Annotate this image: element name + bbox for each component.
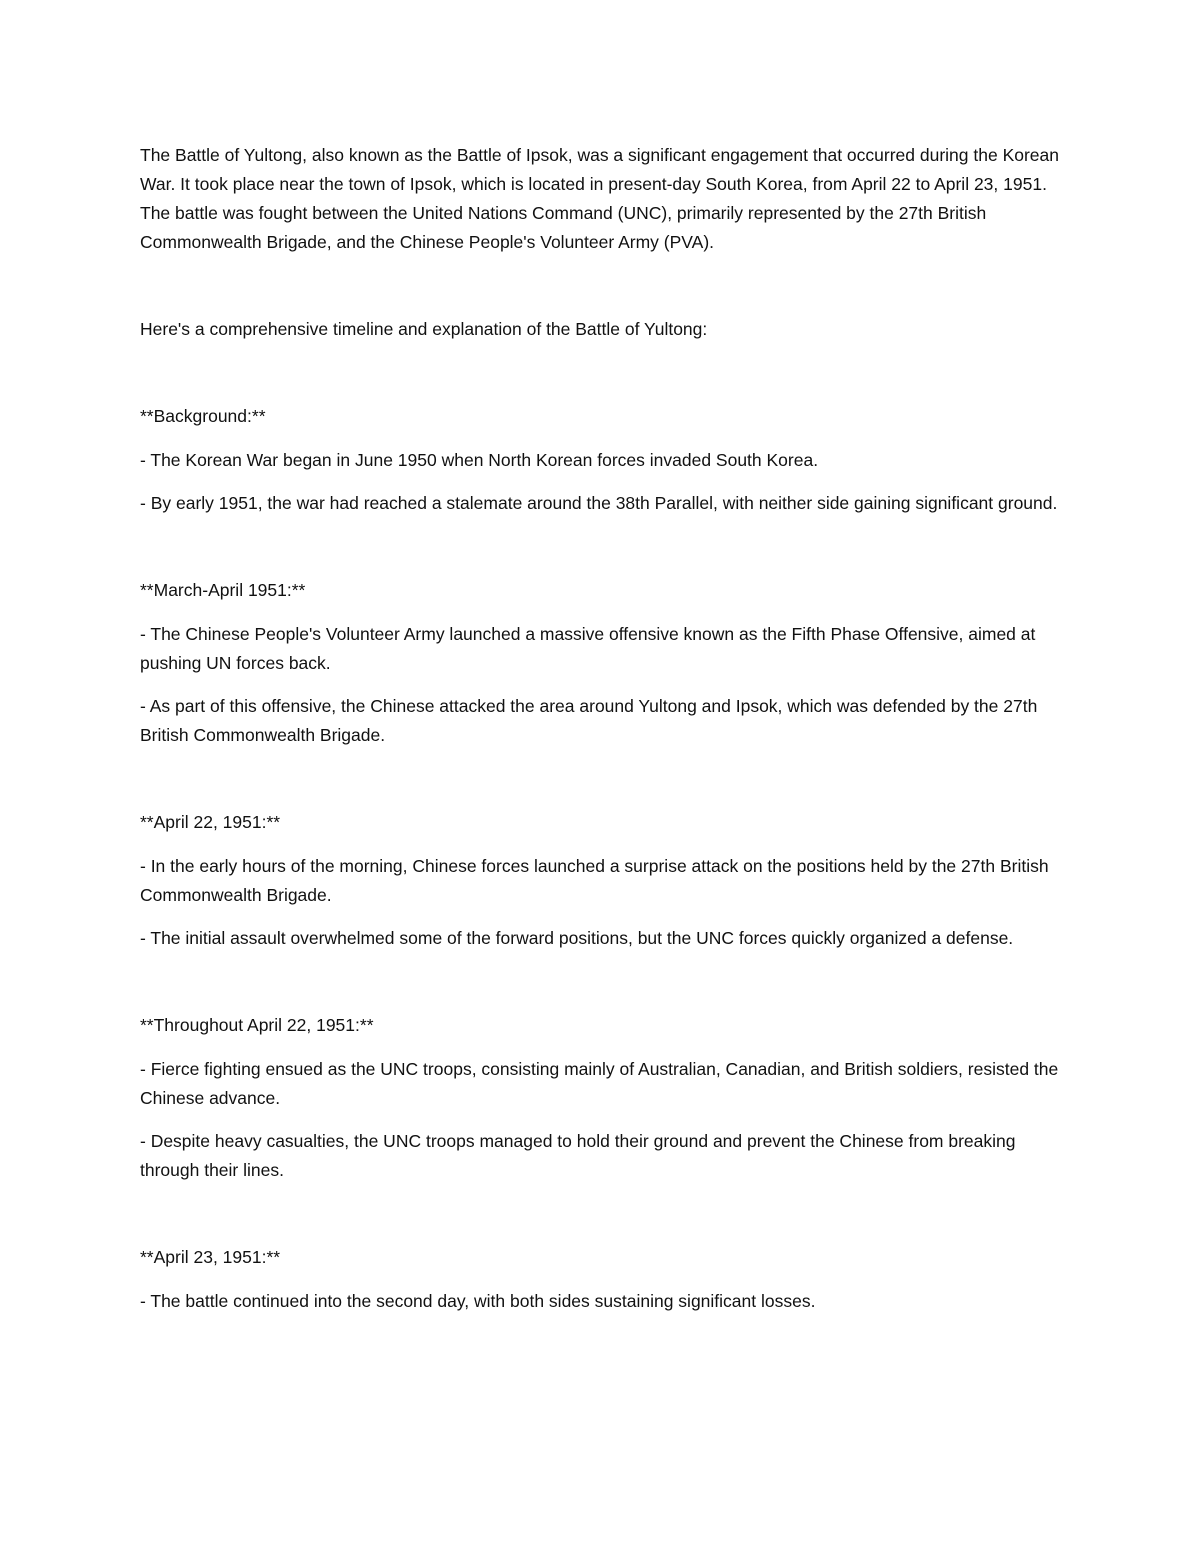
- section-heading: **April 23, 1951:**: [140, 1247, 281, 1267]
- bullet-item: - The battle continued into the second day, with both sides sustaining significant losses.: [140, 1291, 816, 1311]
- section-background: [140, 402, 1065, 518]
- section-heading: **Background:**: [140, 406, 266, 426]
- section-throughout-april-22-1951: [140, 1011, 1065, 1185]
- bullet-item: - By early 1951, the war had reached a stalemate around the 38th Parallel, with neither side gaining significant ground.: [140, 493, 1058, 513]
- section-heading: **Throughout April 22, 1951:**: [140, 1015, 374, 1035]
- bullet-item: - Despite heavy casualties, the UNC troops managed to hold their ground and prevent the Chinese from breaking through their lines.: [140, 1131, 1016, 1180]
- bullet-item: - As part of this offensive, the Chinese attacked the area around Yultong and Ipsok, which was defended by the 27th British Commonwealth Brigade.: [140, 696, 1038, 745]
- intro-paragraph: The Battle of Yultong, also known as the Battle of Ipsok, was a significant engagement that occurred during the Korean War. It took place near the town of Ipsok, which is located in present-day South Korea, from April 22 to April 23, 1951. The battle was fought between the United Nations Command (UNC), primarily represented by the 27th British Commonwealth Brigade, and the Chinese People's Volunteer Army (PVA).: [140, 145, 1059, 252]
- bullet-item: - The Chinese People's Volunteer Army launched a massive offensive known as the Fifth Phase Offensive, aimed at pushing UN forces back.: [140, 624, 1036, 673]
- lead-paragraph: Here's a comprehensive timeline and explanation of the Battle of Yultong:: [140, 319, 708, 339]
- section-heading: **April 22, 1951:**: [140, 812, 281, 832]
- section-april-22-1951: [140, 808, 1065, 953]
- document-page: [140, 141, 1065, 1316]
- section-march-april-1951: [140, 576, 1065, 750]
- bullet-item: - Fierce fighting ensued as the UNC troops, consisting mainly of Australian, Canadian, and British soldiers, resisted the Chinese advance.: [140, 1059, 1059, 1108]
- section-heading: **March-April 1951:**: [140, 580, 306, 600]
- bullet-item: - The initial assault overwhelmed some of the forward positions, but the UNC forces quickly organized a defense.: [140, 928, 1014, 948]
- bullet-item: - The Korean War began in June 1950 when North Korean forces invaded South Korea.: [140, 450, 819, 470]
- bullet-item: - In the early hours of the morning, Chinese forces launched a surprise attack on the positions held by the 27th British Commonwealth Brigade.: [140, 856, 1049, 905]
- section-april-23-1951: [140, 1243, 1065, 1316]
